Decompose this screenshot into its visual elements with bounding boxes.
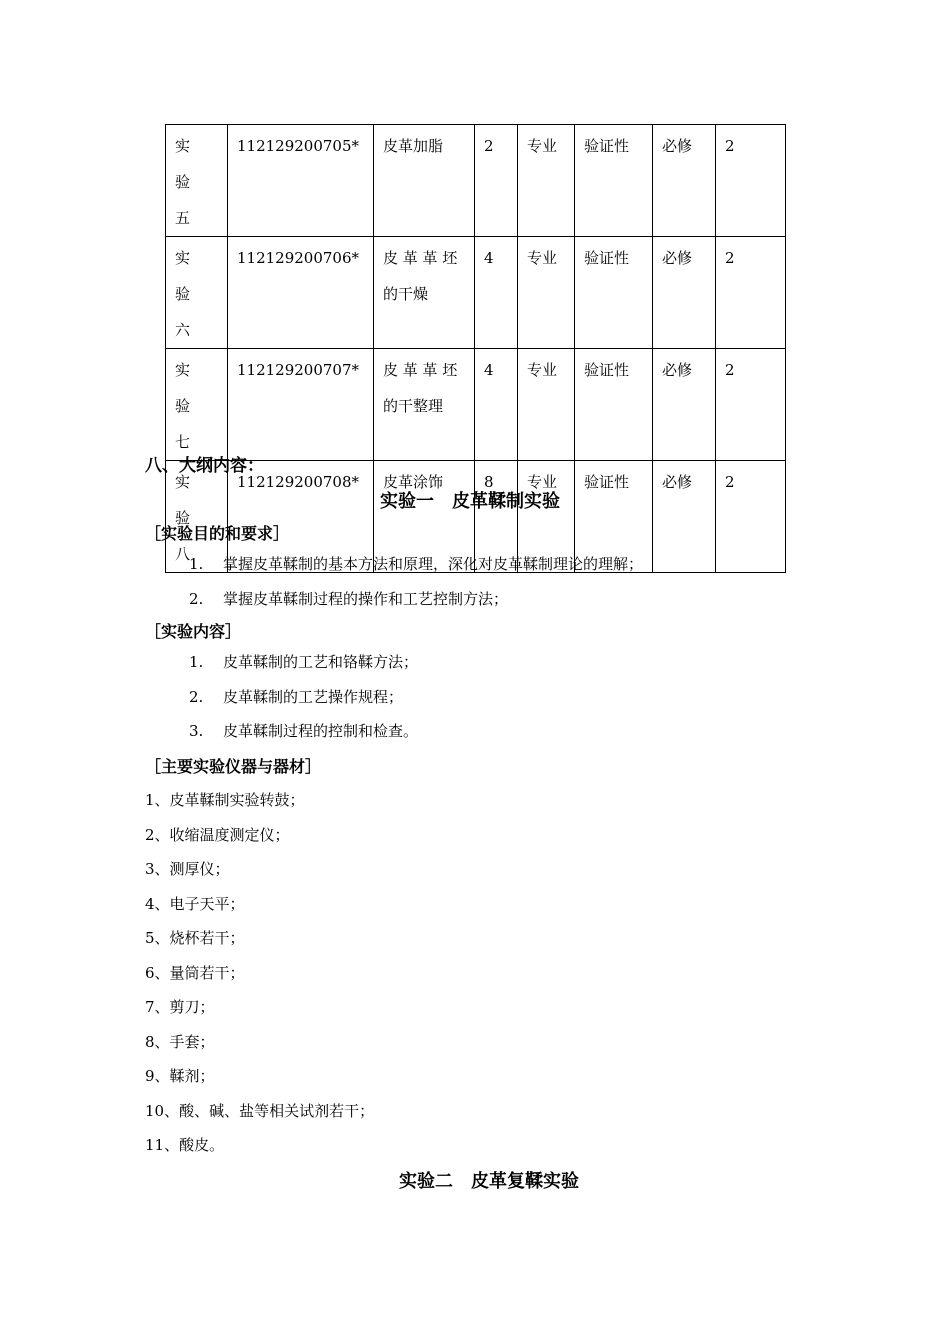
section-heading: 八、大纲内容：: [145, 456, 264, 476]
instrument-item: 10、酸、碱、盐等相关试剂若干；: [145, 1102, 375, 1120]
instrument-item: 3、测厚仪；: [145, 860, 230, 878]
hours-cell: 4: [475, 237, 518, 349]
experiment-name-cell: 实 验 七: [166, 349, 228, 461]
instrument-item: 1、皮革鞣制实验转鼓；: [145, 791, 305, 809]
experiment-title-cell: 皮 革 革 坯 的干整理: [374, 349, 475, 461]
purpose-heading: ［实验目的和要求］: [145, 524, 290, 543]
experiment-name-cell: 实 验 八: [166, 461, 228, 573]
experiment-title-cell: 皮 革 革 坯 的干燥: [374, 237, 475, 349]
hours-cell: 8: [475, 461, 518, 573]
table-row: [166, 125, 786, 237]
group-cell: 2: [716, 349, 786, 461]
nature-cell: 验证性: [575, 125, 653, 237]
group-cell: 2: [716, 237, 786, 349]
requirement-cell: 必修: [653, 125, 716, 237]
list-item: 1. 皮革鞣制的工艺和铬鞣方法；: [189, 653, 419, 671]
experiment-1-title: 实验一 皮革鞣制实验: [380, 491, 560, 512]
list-item: 1. 掌握皮革鞣制的基本方法和原理，深化对皮革鞣制理论的理解；: [189, 555, 644, 573]
group-cell: 2: [716, 125, 786, 237]
instrument-item: 7、剪刀；: [145, 998, 215, 1016]
experiment-name-cell: 实 验 五: [166, 125, 228, 237]
list-item: 2. 掌握皮革鞣制过程的操作和工艺控制方法；: [189, 590, 509, 608]
type-cell: 专业: [518, 125, 575, 237]
experiment-name-cell: 实 验 六: [166, 237, 228, 349]
instrument-item: 6、量筒若干；: [145, 964, 245, 982]
nature-cell: 验证性: [575, 349, 653, 461]
instrument-item: 5、烧杯若干；: [145, 929, 245, 947]
table-row: [166, 349, 786, 461]
experiment-code-cell: 112129200705*: [228, 125, 374, 237]
experiment-code-cell: 112129200708*: [228, 461, 374, 573]
requirement-cell: 必修: [653, 237, 716, 349]
list-item: 3. 皮革鞣制过程的控制和检查。: [189, 722, 419, 740]
instrument-item: 11、酸皮。: [145, 1136, 225, 1154]
hours-cell: 2: [475, 125, 518, 237]
instrument-item: 8、手套；: [145, 1033, 215, 1051]
content-heading: ［实验内容］: [145, 622, 242, 641]
instrument-item: 2、收缩温度测定仪；: [145, 826, 290, 844]
requirement-cell: 必修: [653, 461, 716, 573]
instruments-heading: ［主要实验仪器与器材］: [145, 757, 322, 776]
nature-cell: 验证性: [575, 237, 653, 349]
experiment-code-cell: 112129200707*: [228, 349, 374, 461]
hours-cell: 4: [475, 349, 518, 461]
type-cell: 专业: [518, 237, 575, 349]
list-item: 2. 皮革鞣制的工艺操作规程；: [189, 688, 404, 706]
experiment-code-cell: 112129200706*: [228, 237, 374, 349]
experiment-2-title: 实验二 皮革复鞣实验: [399, 1171, 579, 1192]
nature-cell: 验证性: [575, 461, 653, 573]
experiment-title-cell: 皮革涂饰: [374, 461, 475, 573]
requirement-cell: 必修: [653, 349, 716, 461]
table-row: [166, 237, 786, 349]
type-cell: 专业: [518, 349, 575, 461]
instrument-item: 4、电子天平；: [145, 895, 245, 913]
type-cell: 专业: [518, 461, 575, 573]
instrument-item: 9、鞣剂；: [145, 1067, 215, 1085]
experiment-title-cell: 皮革加脂: [374, 125, 475, 237]
group-cell: 2: [716, 461, 786, 573]
